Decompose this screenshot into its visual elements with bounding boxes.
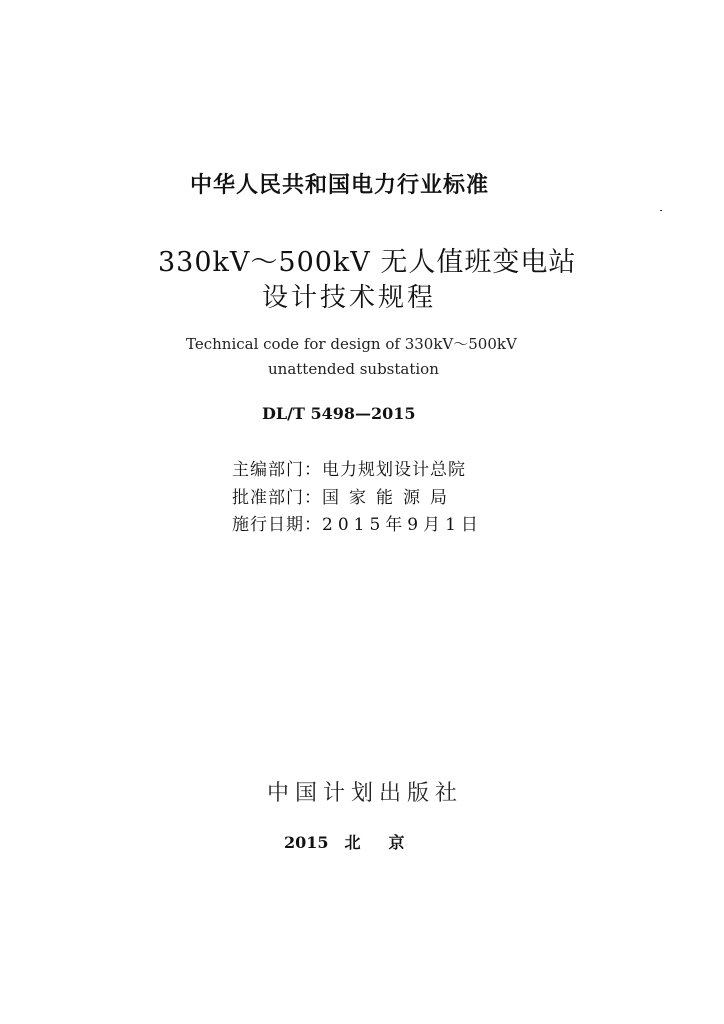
title-line-1: 330kV～500kV 无人值班变电站 — [158, 247, 577, 278]
scan-speck — [660, 210, 662, 211]
effective-date-value: 2015年9月1日 — [322, 515, 483, 535]
publication-year: 2015 — [284, 833, 329, 852]
chief-editor-row — [232, 455, 724, 480]
publication-line — [284, 830, 724, 853]
english-title-line-1: Technical code for design of 330kV～500kV — [186, 335, 517, 353]
standard-code: DL/T 5498—2015 — [262, 404, 416, 423]
approver-value: 国家能源局 — [322, 488, 457, 508]
english-title-line-2: unattended substation — [268, 360, 439, 378]
publication-city: 北京 — [344, 833, 433, 852]
chief-editor-label: 主编部门： — [232, 460, 322, 480]
publisher: 中国计划出版社 — [267, 781, 464, 806]
title-line-2: 设计技术规程 — [262, 283, 437, 313]
effective-date-label: 施行日期： — [232, 515, 322, 535]
approver-label: 批准部门： — [232, 488, 322, 508]
approver-row — [232, 483, 724, 508]
effective-date-row — [232, 510, 724, 535]
chief-editor-value: 电力规划设计总院 — [322, 460, 466, 480]
standard-category: 中华人民共和国电力行业标准 — [190, 173, 490, 198]
